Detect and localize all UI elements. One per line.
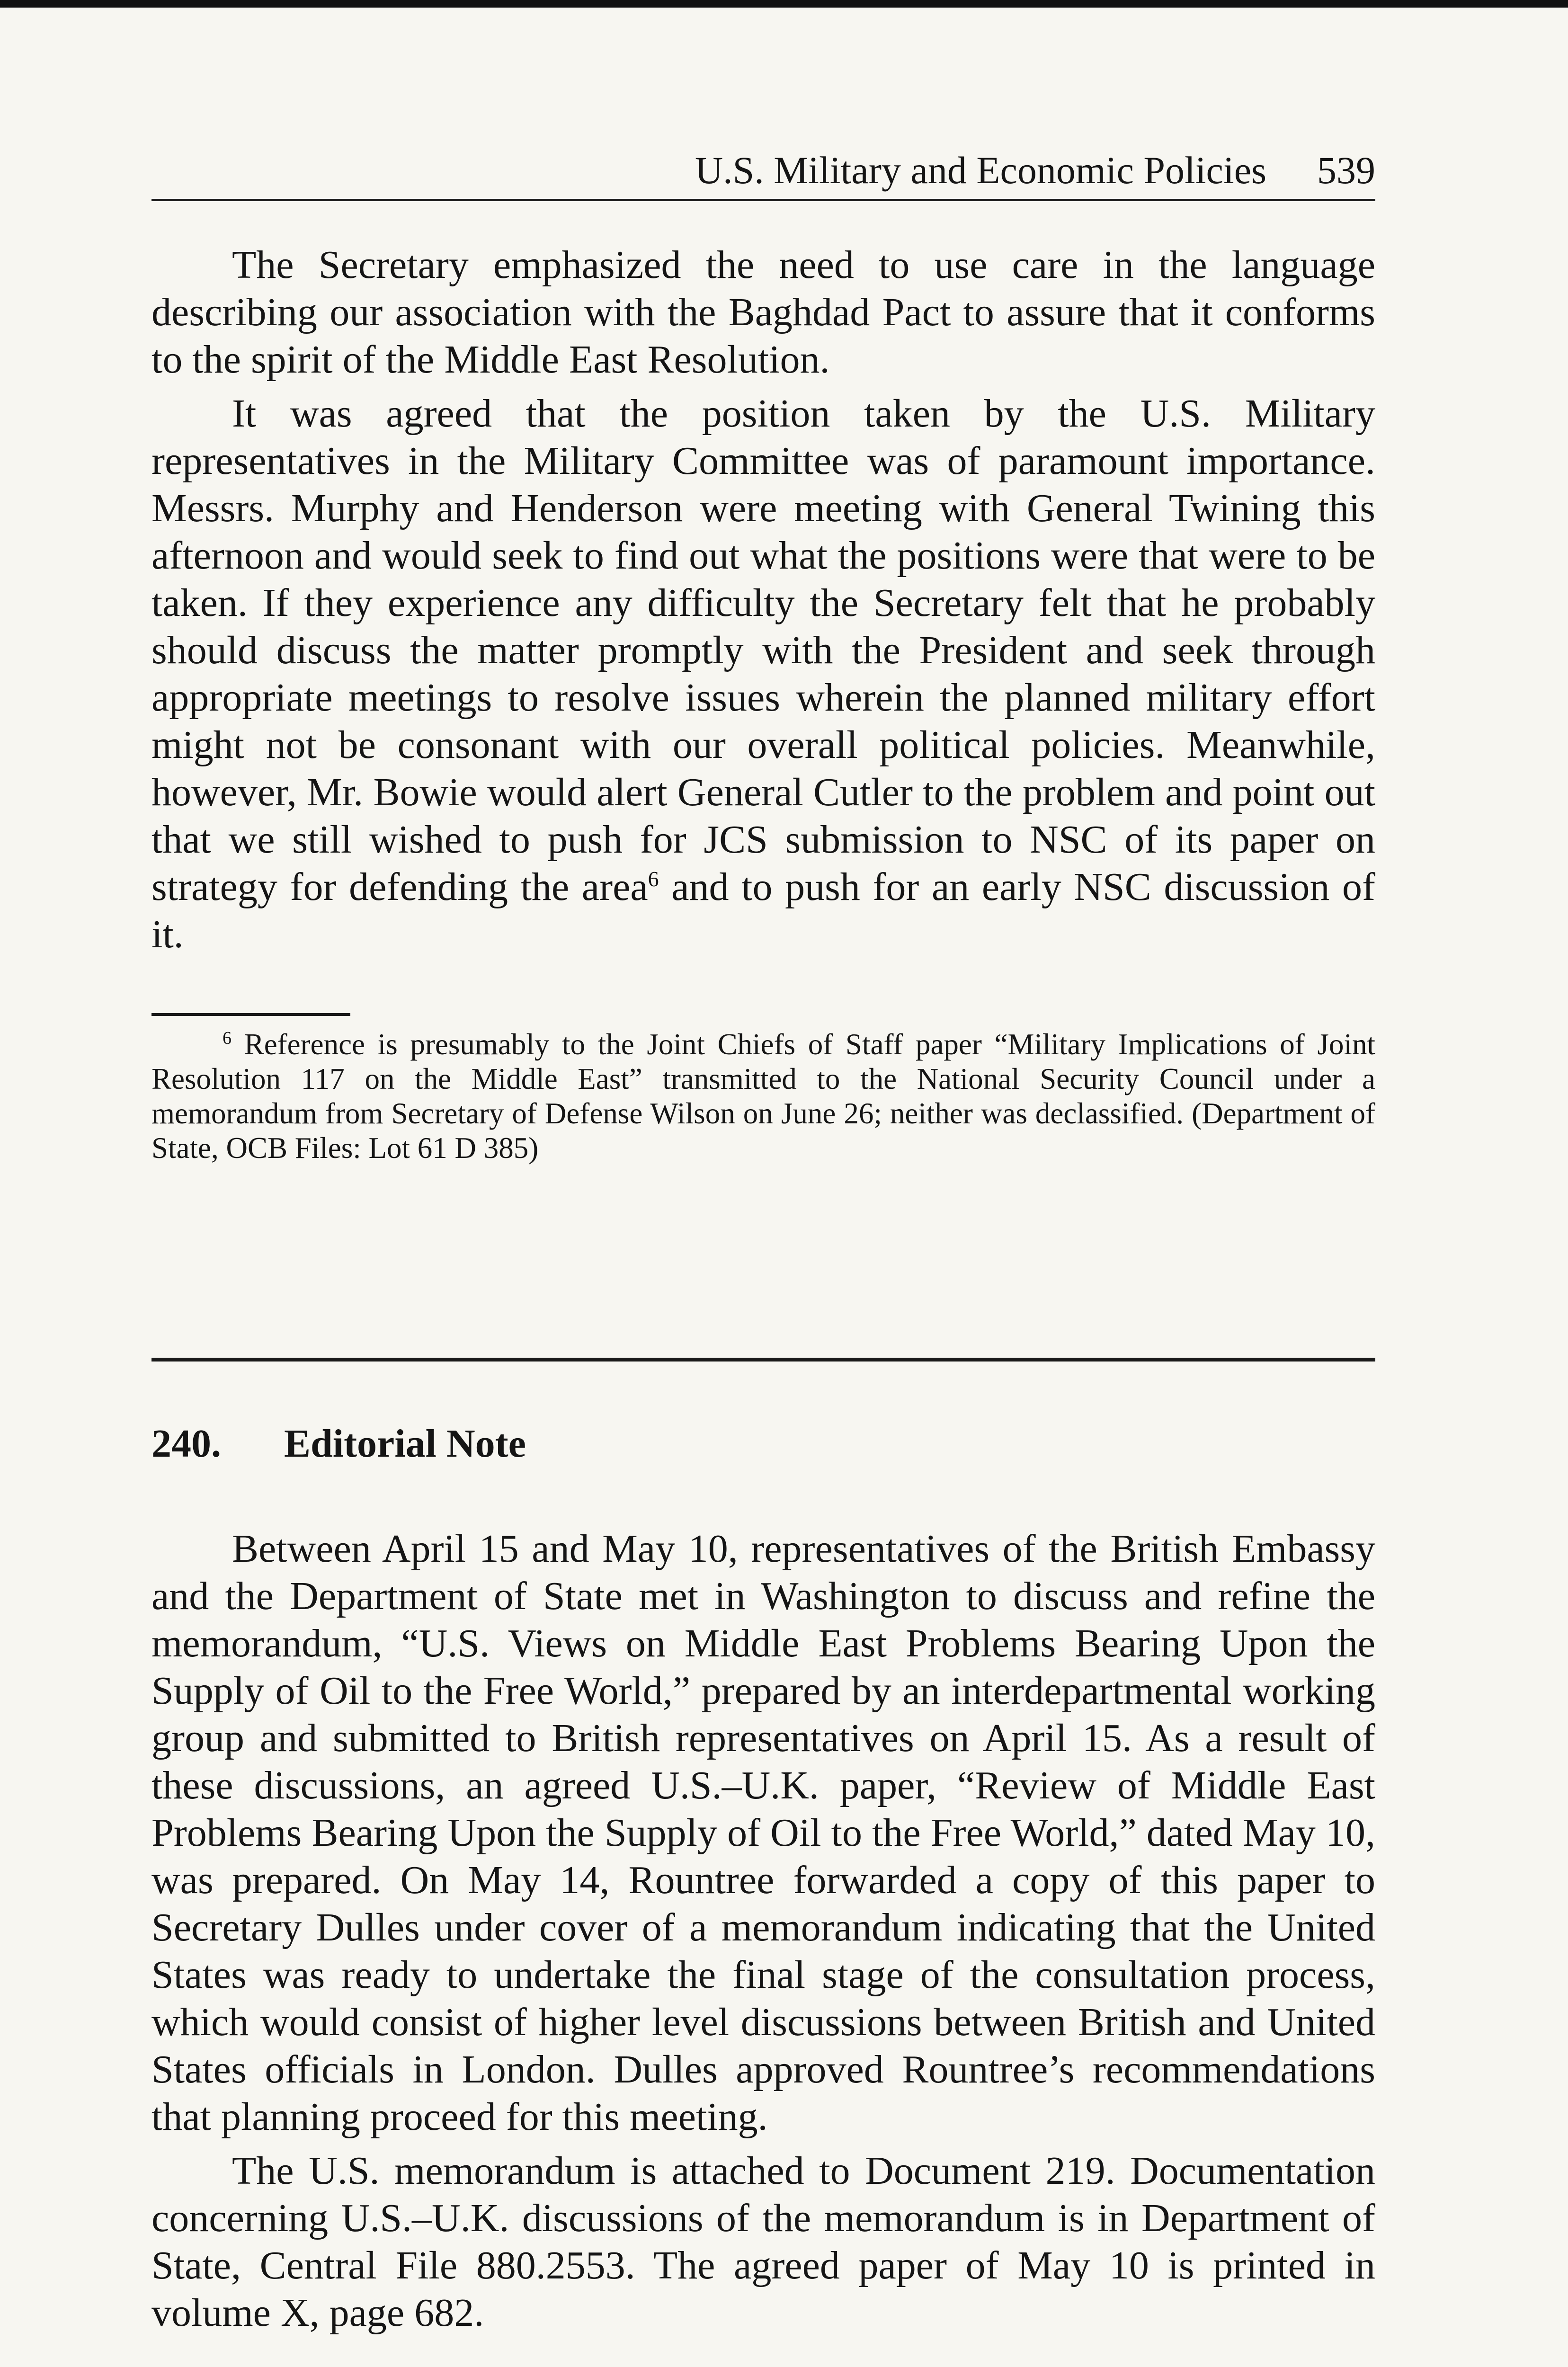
paragraph-military-committee-text: It was agreed that the position taken by the U.S. Military representatives in the Military Committee was of paramount importance. Messrs. Murphy and Henderson were meeting with General Twining this afternoon and would seek to find out what the positions were that were to be taken. If they experience any difficulty the Secretary felt that he probably should discuss the matter promptly with the President and seek through appropriate meetings to resolve issues wherein the planned military effort might not be consonant with our overall political policies. Meanwhile, however, Mr. Bowie would alert General Cutler to the problem and point out that we still wished to push for JCS submission to NSC of its paper on strategy for defending the area (151, 392, 1375, 909)
previous-document-continuation (151, 241, 1375, 965)
footnote (151, 1027, 1375, 1166)
editorial-note-body (151, 1525, 1375, 2343)
running-head-title: U.S. Military and Economic Policies (695, 149, 1266, 192)
footnote-reference: 6 (648, 867, 659, 891)
paragraph-consultations: Between April 15 and May 10, representatives of the British Embassy and the Department of State met in Washington to discuss and refine the memorandum, “U.S. Views on Middle East Problems Bearing Upon the Supply of Oil to the Free World,” prepared by an interdepartmental working group and submitted to British representatives on April 15. As a result of these discussions, an agreed U.S.–U.K. paper, “Review of Middle East Problems Bearing Upon the Supply of Oil to the Free World,” dated May 10, was prepared. On May 14, Rountree forwarded a copy of this paper to Secretary Dulles under cover of a memorandum indicating that the United States was ready to undertake the final stage of the consultation process, which would consist of higher level discussions between British and United States officials in London. Dulles approved Rountree’s recommendations that planning proceed for this meeting. (151, 1527, 1375, 2139)
running-head (151, 142, 1375, 201)
footnote-marker: 6 (223, 1028, 232, 1048)
document-heading (151, 1420, 526, 1468)
footnote-text: Reference is presumably to the Joint Chiefs of Staff paper “Military Implications of Joint Resolution 117 on the Middle East” transmitted to the National Security Council under a memorandum from Secretary of Defense Wilson on June 26; neither was declassified. (Department of State, OCB Files: Lot 61 D 385) (151, 1028, 1375, 1165)
paragraph-military-committee-closing: and to push for an early NSC discussion of it. (151, 865, 1376, 956)
document-separator-rule (151, 1358, 1375, 1361)
footnote-rule (151, 1013, 350, 1016)
page-top-edge (0, 0, 1568, 8)
paragraph-military-committee (151, 390, 1375, 958)
document-number: 240. (151, 1422, 221, 1466)
page-number: 539 (1317, 149, 1375, 192)
paragraph-documentation: The U.S. memorandum is attached to Document 219. Documentation concerning U.S.–U.K. discussions of the memorandum is in Department of State, Central File 880.2553. The agreed paper of May 10 is printed in volume X, page 682. (151, 2149, 1375, 2335)
paragraph-baghdad-pact: The Secretary emphasized the need to use care in the language describing our association with the Baghdad Pact to assure that it conforms to the spirit of the Middle East Resolution. (151, 243, 1375, 382)
document-title: Editorial Note (284, 1422, 526, 1466)
